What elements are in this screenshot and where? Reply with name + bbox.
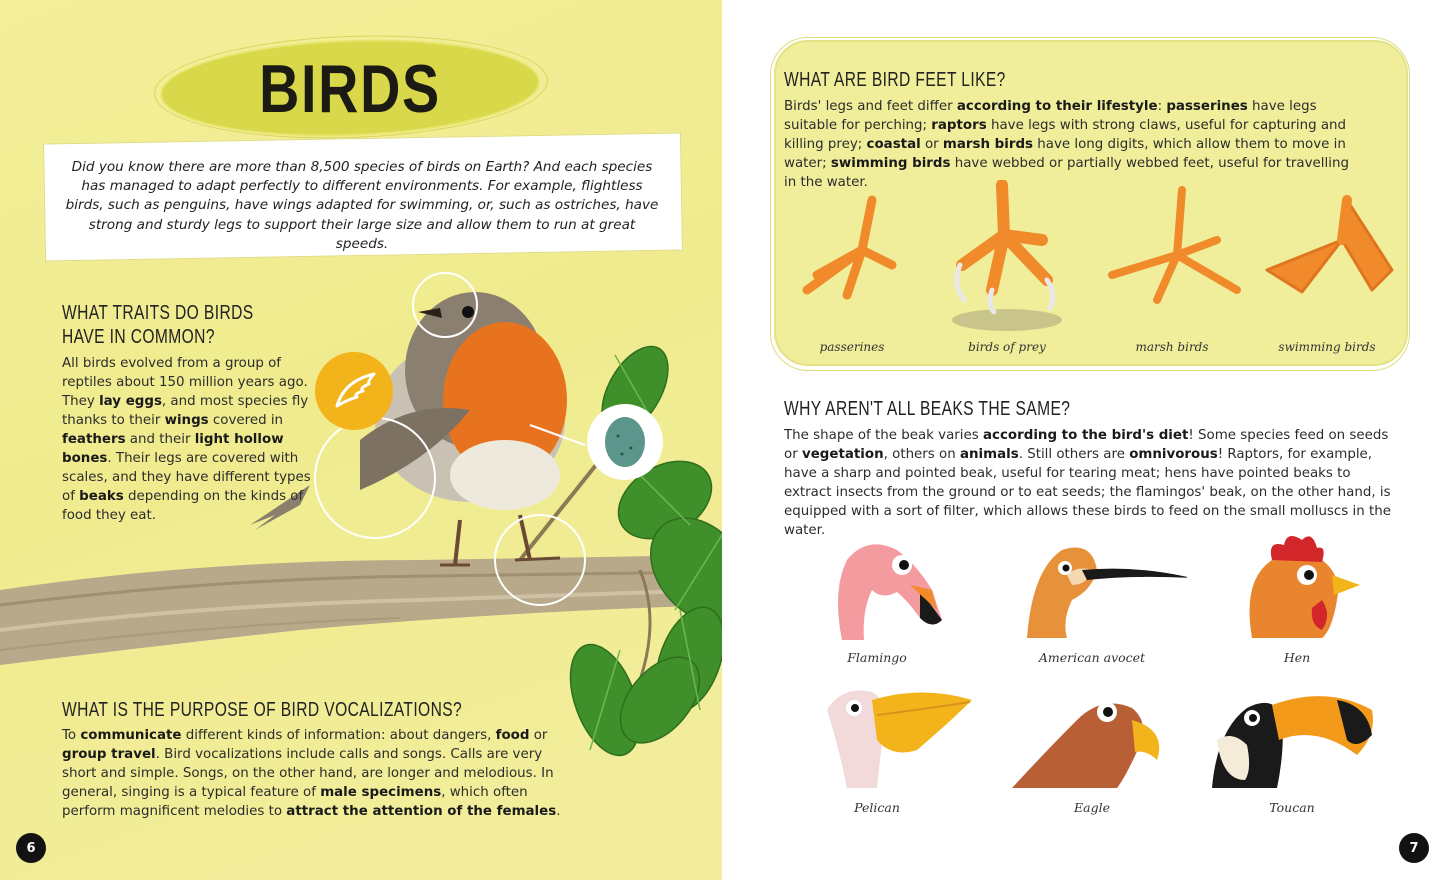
beak-label-eagle: Eagle xyxy=(1074,800,1110,815)
foot-label-marsh-birds: marsh birds xyxy=(1135,340,1209,354)
robin-eye xyxy=(462,306,474,318)
traits-heading-line2: HAVE IN COMMON? xyxy=(62,326,215,348)
left-page xyxy=(0,0,722,880)
flamingo-head-icon xyxy=(792,530,962,645)
beaks-text: The shape of the beak varies according to the bird's diet! Some species feed on seeds or vegetation, others on animals. Still others are omnivorous! Raptors, for example, have a sharp and pointed beak, useful for tearing meat; hens have pointed beaks to extract insects from the ground or to eat seeds; the flamingos' beak, on the other hand, is equipped with a sort of filter, which allows these birds to feed on the small molluscs in the water. xyxy=(784,428,1391,538)
egg xyxy=(605,417,645,467)
beak-label-american-avocet: American avocet xyxy=(1038,650,1146,665)
traits-heading xyxy=(62,301,265,349)
traits-text: All birds evolved from a group of reptiles about 150 million years ago. They lay eggs, and most species fly thanks to their wings covered in feathers and their light hollow bones. Their legs are covered with scales, and they have different types of beaks depending on the kinds of food they eat. xyxy=(62,356,311,523)
foot-swimming-birds xyxy=(1252,180,1402,360)
beak-avocet xyxy=(1007,530,1177,680)
page-number-left: 6 xyxy=(16,833,46,863)
hen-head-icon xyxy=(1212,530,1382,645)
vocal-text: To communicate different kinds of information: about dangers, food or group travel. Bird vocalizations include calls and songs. Calls are very short and simple. Songs, on the other hand, are longer and melodious. In general, singing is a typical feature of male specimens, which often perform magnificent melodies to attract the attention of the females. xyxy=(62,728,561,819)
raptor-foot-icon xyxy=(932,180,1082,340)
page-title: BIRDS xyxy=(259,51,441,127)
feet-heading: WHAT ARE BIRD FEET LIKE? xyxy=(784,69,1006,91)
beak-pelican xyxy=(792,680,962,830)
wing-icon xyxy=(329,366,379,416)
beak-eagle xyxy=(1007,680,1177,830)
toucan-head-icon xyxy=(1207,680,1382,795)
beak-flamingo xyxy=(792,530,962,680)
beak-hen xyxy=(1212,530,1382,680)
branch xyxy=(0,555,722,665)
beak-label-toucan: Toucan xyxy=(1269,800,1315,815)
page-number-right: 7 xyxy=(1399,833,1429,863)
intro-text: Did you know there are more than 8,500 species of birds on Earth? And each species has managed to adapt perfectly to different environments. For example, flightless birds, such as penguins, have wings adapted for swimming, or, such as ostriches, have strong and sturdy legs to support their large size and allow them to run at great speeds. xyxy=(65,159,659,252)
beak-toucan xyxy=(1207,680,1377,830)
passerine-foot-icon xyxy=(777,180,927,320)
beak-label-pelican: Pelican xyxy=(854,800,900,815)
marsh-foot-icon xyxy=(1097,180,1247,320)
foot-passerines xyxy=(777,180,927,360)
beaks-heading: WHY AREN'T ALL BEAKS THE SAME? xyxy=(784,398,1071,420)
traits-heading-line1: WHAT TRAITS DO BIRDS xyxy=(62,302,254,324)
foot-marsh-birds xyxy=(1097,180,1247,360)
foot-label-birds-of-prey: birds of prey xyxy=(968,340,1046,354)
avocet-head-icon xyxy=(1007,530,1187,645)
webbed-foot-icon xyxy=(1252,180,1402,320)
right-page xyxy=(722,0,1445,880)
leaves xyxy=(557,335,722,764)
eagle-head-icon xyxy=(1007,680,1177,795)
foot-birds-of-prey xyxy=(932,180,1082,360)
foot-label-passerines: passerines xyxy=(819,340,885,354)
pelican-head-icon xyxy=(792,680,972,795)
feet-text: Birds' legs and feet differ according to their lifestyle: passerines have legs suitable for perching; raptors have legs with strong claws, useful for capturing and killing prey; coastal or marsh birds have long digits, which allow them to move in water; swimming birds have webbed or partially webbed feet, useful for travelling in the water. xyxy=(784,99,1349,190)
wing-badge xyxy=(315,352,393,430)
vocal-heading: WHAT IS THE PURPOSE OF BIRD VOCALIZATIONS? xyxy=(62,699,463,721)
beak-label-hen: Hen xyxy=(1283,650,1311,665)
beak-label-flamingo: Flamingo xyxy=(847,650,907,665)
foot-label-swimming-birds: swimming birds xyxy=(1278,340,1376,354)
